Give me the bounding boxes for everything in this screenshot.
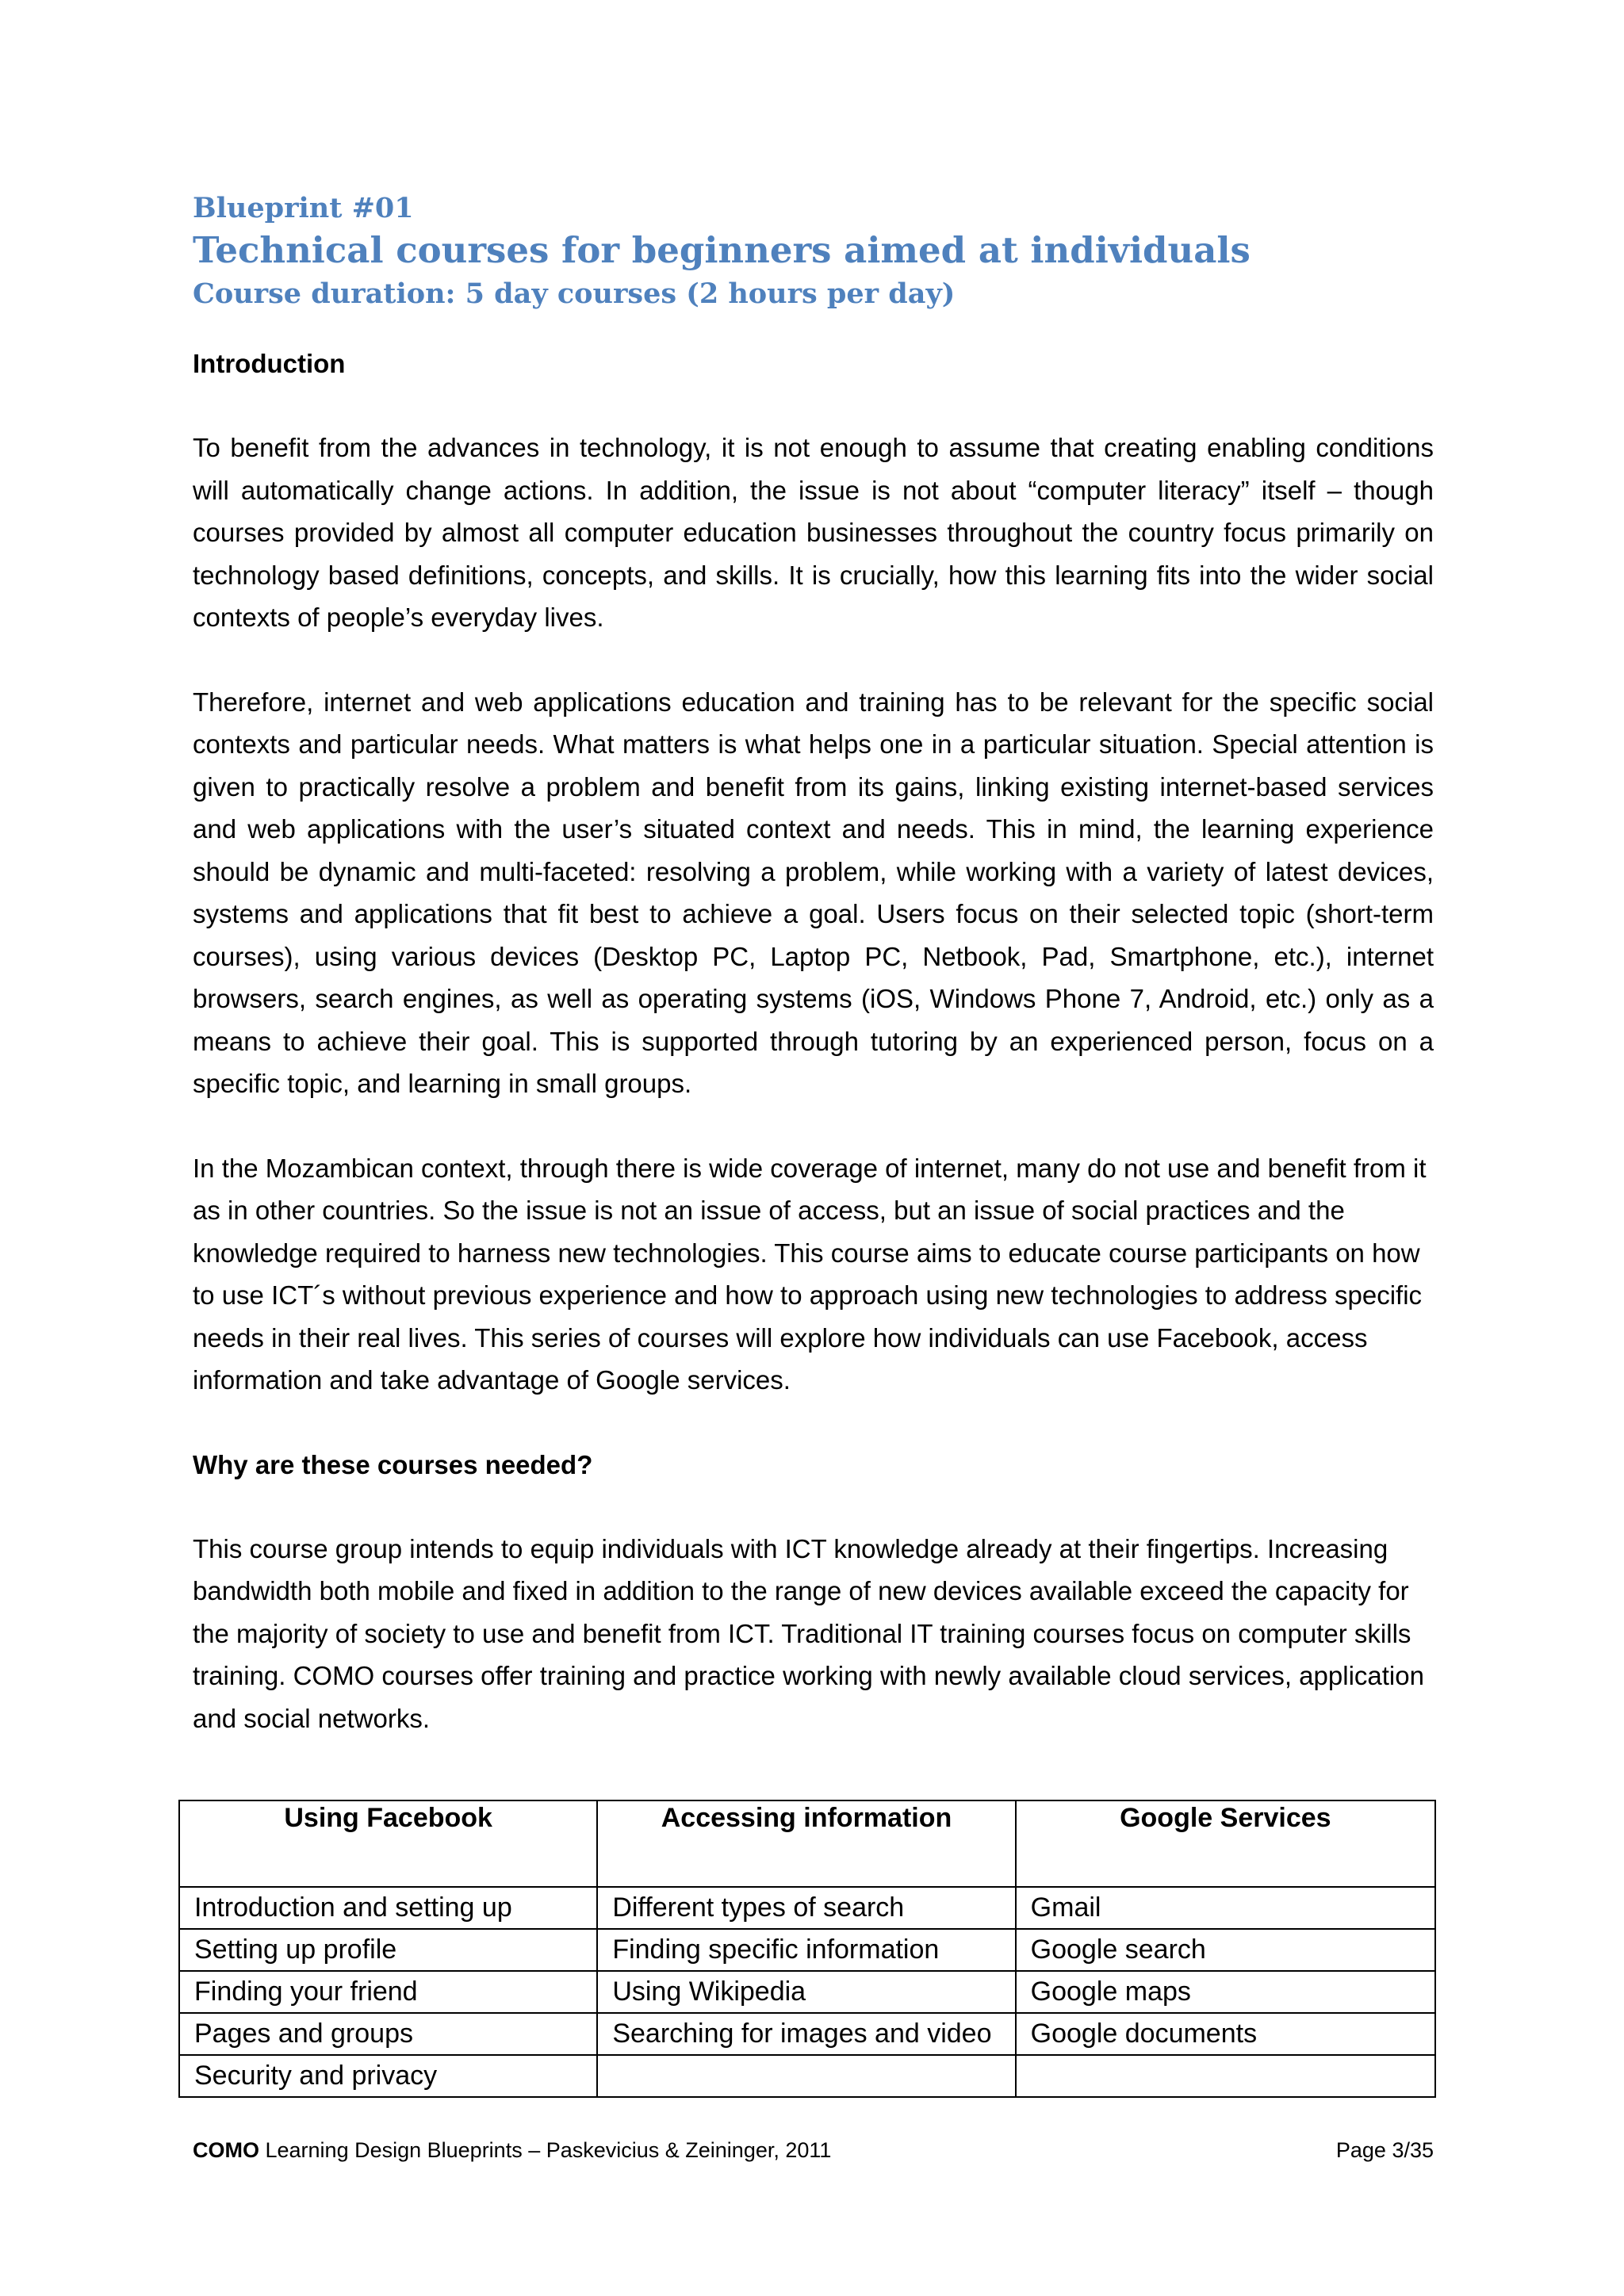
intro-paragraph-1: To benefit from the advances in technology, it is not enough to assume that creating enabling conditions will automatically change actions. In addition, the issue is not about “computer literacy” itself – though courses provided by almost all computer education businesses throughout the country focus primarily on technology based definitions, concepts, and skills. It is crucially, how this learning fits into the wider social contexts of people’s everyday lives. xyxy=(193,433,1434,632)
table-cell: Security and privacy xyxy=(179,2055,597,2097)
table-header-row xyxy=(179,1800,1435,1887)
column-header: Using Facebook xyxy=(179,1800,597,1887)
page-body xyxy=(193,190,1434,1739)
column-header: Google Services xyxy=(1016,1800,1435,1887)
footer-brand: COMO xyxy=(193,2138,259,2162)
page-title: Technical courses for beginners aimed at individuals xyxy=(193,229,1251,271)
table-cell: Pages and groups xyxy=(179,2013,597,2055)
footer-text: Learning Design Blueprints – Paskevicius & Zeininger, 2011 xyxy=(259,2138,832,2162)
table-cell: Google maps xyxy=(1016,1971,1435,2013)
table-cell: Google search xyxy=(1016,1929,1435,1971)
table-cell: Finding your friend xyxy=(179,1971,597,2013)
table-cell: Gmail xyxy=(1016,1887,1435,1929)
table-row xyxy=(179,2055,1435,2097)
table-row xyxy=(179,2013,1435,2055)
blueprint-label: Blueprint #01 xyxy=(193,192,414,224)
table-cell: Searching for images and video xyxy=(597,2013,1015,2055)
table-row xyxy=(179,1971,1435,2013)
intro-paragraph-3: In the Mozambican context, through there is wide coverage of internet, many do not use and benefit from it as in other countries. So the issue is not an issue of access, but an issue of social practices and the knowledge required to harness new technologies. This course aims to educate course participants on how to use ICT´s without previous experience and how to approach using new technologies to address specific needs in their real lives. This series of courses will explore how individuals can use Facebook, access information and take advantage of Google services. xyxy=(193,1153,1427,1395)
why-heading: Why are these courses needed? xyxy=(193,1449,593,1479)
table-cell: Introduction and setting up xyxy=(179,1887,597,1929)
table-cell: Using Wikipedia xyxy=(597,1971,1015,2013)
table-cell: Finding specific information xyxy=(597,1929,1015,1971)
table-row xyxy=(179,1887,1435,1929)
table-cell: Setting up profile xyxy=(179,1929,597,1971)
table-cell xyxy=(597,2055,1015,2097)
page-footer xyxy=(193,2134,1434,2166)
course-topics-table xyxy=(178,1800,1436,2098)
footer-citation xyxy=(193,2138,831,2162)
page-number: Page 3/35 xyxy=(1335,2138,1434,2162)
table-cell xyxy=(1016,2055,1435,2097)
table-row xyxy=(179,1929,1435,1971)
why-paragraph: This course group intends to equip individuals with ICT knowledge already at their fingertips. Increasing bandwidth both mobile and fixed in addition to the range of new devices available exceed the capacity for the majority of society to use and benefit from ICT. Traditional IT training courses focus on computer skills training. COMO courses offer training and practice working with newly available cloud services, application and social networks. xyxy=(193,1533,1424,1733)
introduction-heading: Introduction xyxy=(193,349,346,378)
course-duration: Course duration: 5 day courses (2 hours per day) xyxy=(193,277,956,310)
table-cell: Google documents xyxy=(1016,2013,1435,2055)
table-cell: Different types of search xyxy=(597,1887,1015,1929)
intro-paragraph-2: Therefore, internet and web applications education and training has to be relevant for the specific social contexts and particular needs. What matters is what helps one in a particular situation. Special attention is given to practically resolve a problem and benefit from its gains, linking existing internet-based services and web applications with the user’s situated context and needs. This in mind, the learning experience should be dynamic and multi-faceted: resolving a problem, while working with a variety of latest devices, systems and applications that fit best to achieve a goal. Users focus on their selected topic (short-term courses), using various devices (Desktop PC, Laptop PC, Netbook, Pad, Smartphone, etc.), internet browsers, search engines, as well as operating systems (iOS, Windows Phone 7, Android, etc.) only as a means to achieve their goal. This is supported through tutoring by an experienced person, focus on a specific topic, and learning in small groups. xyxy=(193,687,1434,1098)
column-header: Accessing information xyxy=(597,1800,1015,1887)
